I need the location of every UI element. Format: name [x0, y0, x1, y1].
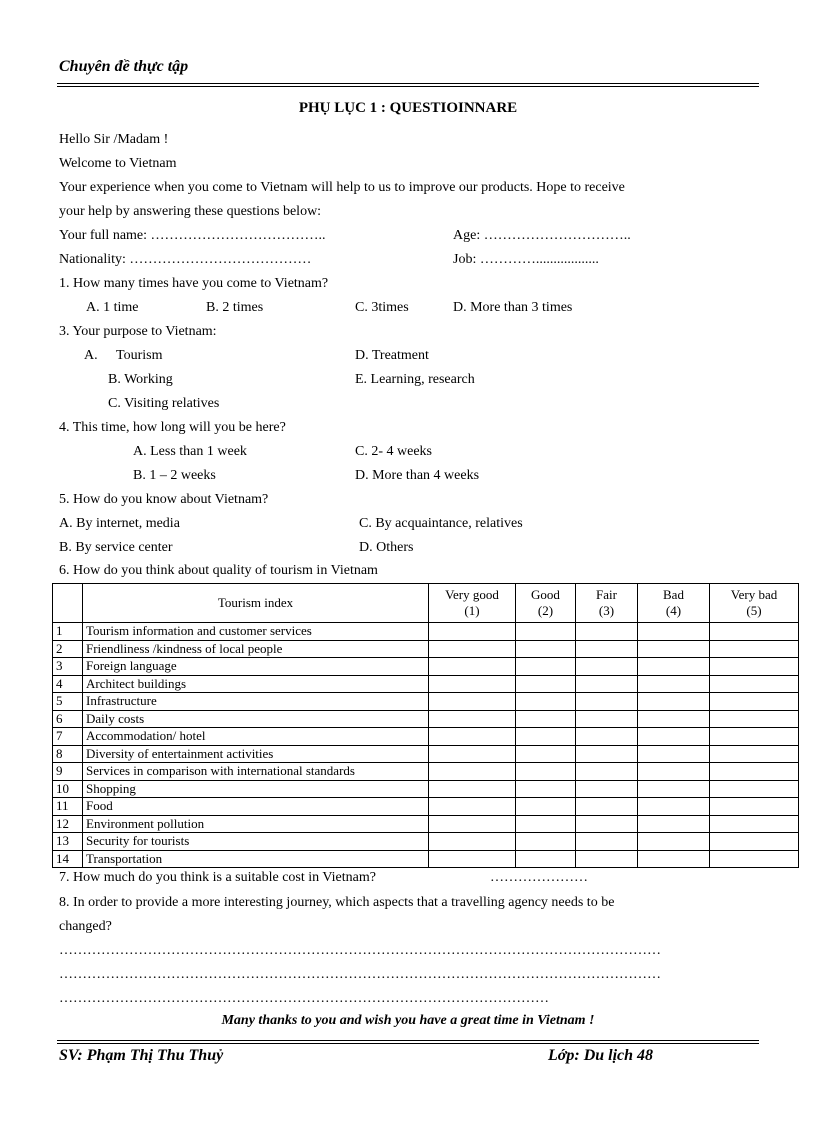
rating-cell-5[interactable]: [710, 675, 799, 693]
rating-cell-5[interactable]: [710, 780, 799, 798]
rating-cell-1[interactable]: [429, 780, 516, 798]
rating-cell-1[interactable]: [429, 763, 516, 781]
tourism-index-item: Infrastructure: [83, 693, 429, 711]
tourism-index-item: Food: [83, 798, 429, 816]
rating-cell-4[interactable]: [638, 710, 710, 728]
rating-cell-2[interactable]: [516, 675, 576, 693]
rating-cell-3[interactable]: [576, 850, 638, 868]
question-5: 5. How do you know about Vietnam?: [59, 492, 269, 507]
table-row: [53, 850, 799, 868]
intro-line-2: your help by answering these questions below:: [59, 204, 322, 219]
rating-cell-4[interactable]: [638, 833, 710, 851]
tourism-index-item: Tourism information and customer services: [83, 623, 429, 641]
rating-cell-4[interactable]: [638, 693, 710, 711]
q3-option-c: C. Visiting relatives: [108, 396, 220, 411]
footer-class: Lớp: Du lịch 48: [548, 1047, 654, 1064]
quality-rating-table: [52, 583, 799, 868]
q5-option-a: A. By internet, media: [59, 516, 180, 531]
rating-cell-2[interactable]: [516, 798, 576, 816]
q3-option-b: B. Working: [108, 372, 173, 387]
rating-cell-4[interactable]: [638, 623, 710, 641]
rating-cell-3[interactable]: [576, 728, 638, 746]
greeting-text: Hello Sir /Madam !: [59, 132, 169, 147]
age-field: Age: …………………………..: [453, 228, 631, 243]
table-row: [53, 640, 799, 658]
rating-cell-3[interactable]: [576, 815, 638, 833]
rating-cell-1[interactable]: [429, 693, 516, 711]
welcome-text: Welcome to Vietnam: [59, 156, 177, 171]
rating-cell-4[interactable]: [638, 728, 710, 746]
rating-number: (2): [537, 603, 554, 618]
rating-cell-4[interactable]: [638, 675, 710, 693]
rating-cell-4[interactable]: [638, 640, 710, 658]
rating-cell-5[interactable]: [710, 728, 799, 746]
rating-cell-5[interactable]: [710, 833, 799, 851]
job-field: Job: …………..................: [453, 252, 599, 267]
rating-cell-1[interactable]: [429, 815, 516, 833]
q8-answer-line-2: …………………………………………………………………………………………………………………: [59, 967, 661, 982]
rating-cell-5[interactable]: [710, 763, 799, 781]
rating-cell-2[interactable]: [516, 850, 576, 868]
rating-cell-2[interactable]: [516, 640, 576, 658]
rating-cell-1[interactable]: [429, 728, 516, 746]
q4-option-b: B. 1 – 2 weeks: [133, 468, 216, 483]
row-number: 11: [53, 798, 83, 816]
nationality-field: Nationality: …………………………………: [59, 252, 312, 267]
rating-cell-1[interactable]: [429, 623, 516, 641]
question-6: 6. How do you think about quality of tourism in Vietnam: [59, 563, 378, 578]
rating-cell-3[interactable]: [576, 693, 638, 711]
row-number: 8: [53, 745, 83, 763]
q3-option-a-letter: A.: [84, 348, 98, 363]
tourism-index-item: Foreign language: [83, 658, 429, 676]
q3-option-a: Tourism: [116, 348, 163, 363]
rating-header-1: [429, 584, 516, 623]
tourism-index-item: Accommodation/ hotel: [83, 728, 429, 746]
question-8-line-1: 8. In order to provide a more interesting journey, which aspects that a travelling agency needs to be: [59, 895, 615, 910]
table-row: [53, 833, 799, 851]
table-row: [53, 780, 799, 798]
rating-cell-2[interactable]: [516, 745, 576, 763]
rating-number: (3): [598, 603, 615, 618]
rating-number: (4): [665, 603, 682, 618]
row-number: 1: [53, 623, 83, 641]
tourism-index-item: Transportation: [83, 850, 429, 868]
closing-message: Many thanks to you and wish you have a great time in Vietnam !: [221, 1013, 595, 1028]
document-header-title: Chuyên đề thực tập: [59, 58, 189, 75]
table-header-row: [53, 584, 799, 623]
footer-student: SV: Phạm Thị Thu Thuỷ: [59, 1047, 224, 1064]
rating-cell-4[interactable]: [638, 658, 710, 676]
tourism-index-item: Shopping: [83, 780, 429, 798]
tourism-index-item: Architect buildings: [83, 675, 429, 693]
fullname-field: Your full name: ………………………………..: [59, 228, 326, 243]
tourism-index-item: Daily costs: [83, 710, 429, 728]
row-number: 13: [53, 833, 83, 851]
q4-option-d: D. More than 4 weeks: [355, 468, 480, 483]
row-number: 4: [53, 675, 83, 693]
q8-answer-line-3: ……………………………………………………………………………………………: [59, 991, 549, 1006]
rating-cell-1[interactable]: [429, 675, 516, 693]
q8-answer-line-1: …………………………………………………………………………………………………………………: [59, 943, 661, 958]
rating-cell-4[interactable]: [638, 745, 710, 763]
table-row: [53, 798, 799, 816]
rating-cell-5[interactable]: [710, 640, 799, 658]
rating-cell-3[interactable]: [576, 745, 638, 763]
rating-cell-2[interactable]: [516, 763, 576, 781]
page-title: PHỤ LỤC 1 : QUESTIOINNARE: [298, 100, 518, 116]
rating-cell-1[interactable]: [429, 850, 516, 868]
question-4: 4. This time, how long will you be here?: [59, 420, 286, 435]
rating-cell-5[interactable]: [710, 710, 799, 728]
table-row: [53, 763, 799, 781]
table-row: [53, 815, 799, 833]
rating-cell-2[interactable]: [516, 780, 576, 798]
tourism-index-item: Diversity of entertainment activities: [83, 745, 429, 763]
q4-option-c: C. 2- 4 weeks: [355, 444, 432, 459]
footer-rule-bottom: [57, 1043, 759, 1044]
table-row: [53, 658, 799, 676]
rating-header-5: [710, 584, 799, 623]
row-number: 7: [53, 728, 83, 746]
rating-label: Fair: [596, 587, 617, 602]
rating-cell-1[interactable]: [429, 833, 516, 851]
table-row: [53, 745, 799, 763]
header-rule-bottom: [57, 86, 759, 87]
table-row: [53, 710, 799, 728]
rating-cell-5[interactable]: [710, 815, 799, 833]
q7-answer-blank: …………………: [490, 870, 588, 885]
row-number: 14: [53, 850, 83, 868]
rating-cell-1[interactable]: [429, 658, 516, 676]
rating-cell-3[interactable]: [576, 710, 638, 728]
row-number: 12: [53, 815, 83, 833]
q1-option-d: D. More than 3 times: [453, 300, 573, 315]
q5-option-b: B. By service center: [59, 540, 173, 555]
rating-label: Bad: [663, 587, 684, 602]
rating-cell-4[interactable]: [638, 798, 710, 816]
rating-cell-3[interactable]: [576, 798, 638, 816]
rating-cell-1[interactable]: [429, 640, 516, 658]
tourism-index-item: Security for tourists: [83, 833, 429, 851]
rating-cell-3[interactable]: [576, 675, 638, 693]
tourism-index-item: Services in comparison with international standards: [83, 763, 429, 781]
rating-cell-3[interactable]: [576, 780, 638, 798]
rating-cell-4[interactable]: [638, 780, 710, 798]
rating-cell-4[interactable]: [638, 763, 710, 781]
q1-option-c: C. 3times: [355, 300, 409, 315]
table-row: [53, 623, 799, 641]
rating-cell-1[interactable]: [429, 710, 516, 728]
rating-cell-4[interactable]: [638, 815, 710, 833]
rating-cell-4[interactable]: [638, 850, 710, 868]
rating-cell-2[interactable]: [516, 658, 576, 676]
row-number: 6: [53, 710, 83, 728]
table-row: [53, 675, 799, 693]
rating-cell-1[interactable]: [429, 798, 516, 816]
tourism-index-header: Tourism index: [83, 584, 429, 623]
rating-cell-3[interactable]: [576, 763, 638, 781]
rating-label: Very bad: [730, 587, 778, 602]
row-number: 3: [53, 658, 83, 676]
q5-option-d: D. Others: [359, 540, 414, 555]
rating-header-3: [576, 584, 638, 623]
table-row: [53, 728, 799, 746]
q4-option-a: A. Less than 1 week: [133, 444, 247, 459]
tourism-index-item: Friendliness /kindness of local people: [83, 640, 429, 658]
rating-cell-2[interactable]: [516, 815, 576, 833]
q1-option-b: B. 2 times: [206, 300, 264, 315]
no-header: [53, 584, 83, 623]
rating-cell-3[interactable]: [576, 623, 638, 641]
rating-cell-2[interactable]: [516, 623, 576, 641]
question-8-line-2: changed?: [59, 919, 112, 934]
rating-cell-1[interactable]: [429, 745, 516, 763]
rating-cell-5[interactable]: [710, 693, 799, 711]
q5-option-c: C. By acquaintance, relatives: [359, 516, 523, 531]
rating-number: (1): [464, 603, 480, 618]
row-number: 2: [53, 640, 83, 658]
rating-cell-2[interactable]: [516, 693, 576, 711]
rating-cell-2[interactable]: [516, 710, 576, 728]
tourism-index-item: Environment pollution: [83, 815, 429, 833]
header-rule-top: [57, 83, 759, 84]
rating-cell-5[interactable]: [710, 798, 799, 816]
q3-option-d: D. Treatment: [355, 348, 429, 363]
rating-cell-3[interactable]: [576, 833, 638, 851]
rating-cell-5[interactable]: [710, 658, 799, 676]
rating-cell-5[interactable]: [710, 745, 799, 763]
q1-option-a: A. 1 time: [86, 300, 139, 315]
question-1: 1. How many times have you come to Vietnam?: [59, 276, 329, 291]
table-row: [53, 693, 799, 711]
rating-cell-2[interactable]: [516, 833, 576, 851]
rating-cell-2[interactable]: [516, 728, 576, 746]
rating-cell-5[interactable]: [710, 850, 799, 868]
intro-line-1: Your experience when you come to Vietnam will help to us to improve our products. Hope to receive: [59, 180, 625, 195]
footer-rule-top: [57, 1040, 759, 1041]
question-3: 3. Your purpose to Vietnam:: [59, 324, 217, 339]
q3-option-e: E. Learning, research: [355, 372, 475, 387]
row-number: 5: [53, 693, 83, 711]
rating-cell-3[interactable]: [576, 658, 638, 676]
row-number: 9: [53, 763, 83, 781]
rating-number: (5): [746, 603, 762, 618]
rating-header-2: [516, 584, 576, 623]
rating-label: Very good: [445, 587, 499, 602]
rating-header-4: [638, 584, 710, 623]
rating-cell-3[interactable]: [576, 640, 638, 658]
rating-label: Good: [531, 587, 560, 602]
row-number: 10: [53, 780, 83, 798]
rating-cell-5[interactable]: [710, 623, 799, 641]
question-7: 7. How much do you think is a suitable cost in Vietnam?: [59, 870, 376, 885]
